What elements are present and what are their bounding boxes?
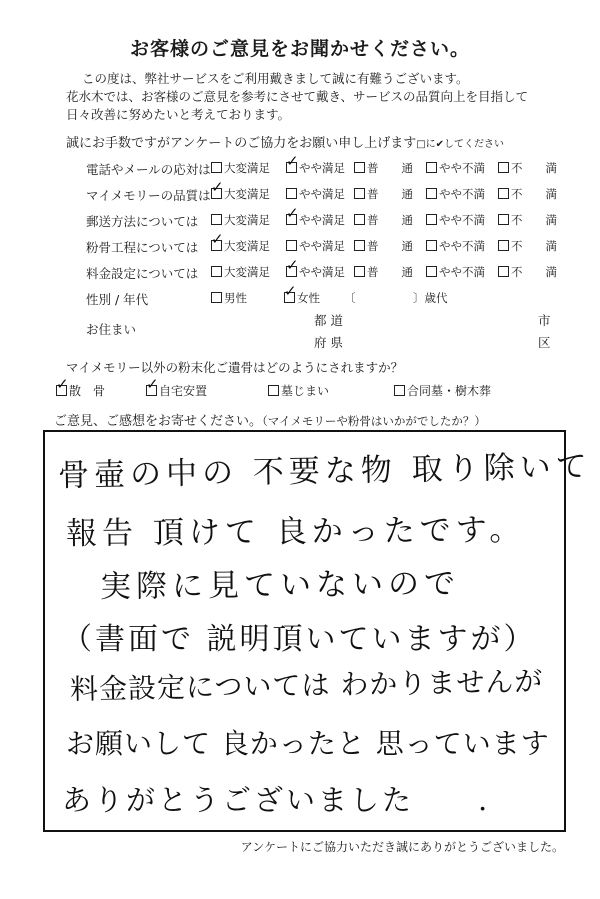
rating-option[interactable]	[354, 264, 413, 280]
checkbox[interactable]	[498, 214, 509, 225]
rating-option[interactable]	[286, 160, 345, 176]
checkbox[interactable]	[426, 266, 437, 277]
handwritten-line: 報告 頂けて 良かったです。	[65, 511, 526, 552]
checkbox-checked[interactable]	[146, 385, 157, 396]
rating-option[interactable]	[286, 264, 345, 280]
checkbox[interactable]	[211, 266, 222, 277]
handwritten-line: （書面で 説明頂いていますが）	[62, 622, 537, 657]
rating-option[interactable]	[498, 212, 557, 228]
rating-option[interactable]	[211, 264, 270, 280]
address-unit-todo: 都 道	[314, 313, 343, 328]
rating-row	[86, 264, 566, 284]
rating-option-label: やや不満	[439, 213, 485, 227]
rating-option[interactable]	[498, 238, 557, 254]
intro-line: 日々改善に努めたいと考えております。	[66, 107, 291, 122]
rating-option-label: 不 満	[511, 239, 557, 253]
checkbox[interactable]	[498, 162, 509, 173]
rating-option-label: やや不満	[439, 265, 485, 279]
rating-option[interactable]	[426, 264, 485, 280]
rating-option[interactable]	[498, 160, 557, 176]
rating-option-label: 普 通	[367, 265, 413, 279]
checkbox[interactable]	[426, 214, 437, 225]
rating-option-label: 大変満足	[224, 265, 270, 279]
checkbox[interactable]	[211, 162, 222, 173]
checkbox[interactable]	[354, 214, 365, 225]
rating-option[interactable]	[426, 186, 485, 202]
ashes-option-home[interactable]: ✓ 自宅安置	[146, 382, 207, 399]
checkbox[interactable]	[498, 240, 509, 251]
rating-option-label: やや満足	[299, 239, 345, 253]
checkbox[interactable]	[498, 188, 509, 199]
rating-option-label: 不 満	[511, 161, 557, 175]
checkbox[interactable]	[211, 292, 222, 303]
checkbox[interactable]	[394, 385, 405, 396]
checkbox[interactable]	[286, 240, 297, 251]
rating-option-label: 不 満	[511, 213, 557, 227]
rating-option[interactable]	[354, 186, 413, 202]
checkbox[interactable]	[426, 188, 437, 199]
checkbox[interactable]	[426, 162, 437, 173]
checkbox[interactable]	[211, 214, 222, 225]
rating-option[interactable]	[354, 212, 413, 228]
question-label: 粉骨工程については	[86, 240, 199, 255]
gender-option-male[interactable]: 男性	[211, 290, 247, 306]
checkbox-checked[interactable]	[286, 214, 297, 225]
rating-option-label: 普 通	[367, 161, 413, 175]
ashes-question: マイメモリー以外の粉末化ご遺骨はどのようにされますか？	[66, 360, 404, 375]
intro-line: この度は、弊社サービスをご利用戴きまして誠に有難うございます。	[82, 71, 469, 86]
ashes-option-grave-closing[interactable]: 墓じまい	[268, 382, 329, 399]
comment-prompt: ご意見、ご感想をお寄せください。（マイメモリーや粉骨はいかがでしたか？）	[54, 414, 486, 429]
address-unit-ward: 区	[538, 335, 551, 350]
rating-option-label: 不 満	[511, 187, 557, 201]
question-label: 電話やメールの応対は	[86, 162, 211, 177]
handwritten-line: 料金設定については わかりませんが	[69, 664, 544, 706]
ashes-option-joint-grave[interactable]: 合同墓・樹木葬	[394, 382, 491, 399]
rating-option-label: 大変満足	[224, 187, 270, 201]
rating-option[interactable]	[426, 238, 485, 254]
handwritten-line: 骨壷の中の 不要な物 取り除いて	[57, 448, 593, 494]
rating-option-label: やや不満	[439, 161, 485, 175]
checkbox[interactable]	[354, 266, 365, 277]
checkbox[interactable]	[426, 240, 437, 251]
rating-option[interactable]	[354, 160, 413, 176]
rating-option[interactable]	[426, 160, 485, 176]
gender-age-row	[86, 290, 566, 310]
handwritten-line: 実際に見ていないので	[99, 565, 461, 605]
rating-row	[86, 186, 566, 206]
survey-request	[66, 132, 504, 151]
address-label: お住まい	[86, 322, 137, 337]
intro-text	[66, 70, 528, 124]
rating-row	[86, 238, 566, 258]
rating-option[interactable]	[286, 238, 345, 254]
checkbox-checked[interactable]	[56, 385, 67, 396]
rating-option-label: 普 通	[367, 187, 413, 201]
handwritten-line: お願いして 良かったと 思っています	[66, 727, 550, 760]
rating-option-label: 普 通	[367, 213, 413, 227]
rating-option[interactable]	[354, 238, 413, 254]
rating-option-label: 普 通	[367, 239, 413, 253]
rating-option-label: 不 満	[511, 265, 557, 279]
address-unit-city: 市	[538, 313, 551, 328]
checkbox[interactable]	[354, 162, 365, 173]
form-title: お客様のご意見をお聞かせください。	[129, 38, 470, 60]
checkbox-checked[interactable]	[211, 240, 222, 251]
rating-option-label: やや不満	[439, 187, 485, 201]
address-unit-fuken: 府 県	[314, 335, 343, 350]
rating-option-label: やや満足	[299, 213, 345, 227]
rating-option-label: やや満足	[299, 161, 345, 175]
checkbox[interactable]	[354, 240, 365, 251]
checkbox-checked[interactable]	[286, 162, 297, 173]
checkbox-checked[interactable]	[284, 292, 295, 303]
rating-option[interactable]	[498, 264, 557, 280]
rating-option[interactable]	[211, 160, 270, 176]
check-hint: □に✔してください	[416, 139, 505, 150]
checkbox[interactable]	[286, 188, 297, 199]
checkbox-checked[interactable]	[211, 188, 222, 199]
rating-option-label: やや不満	[439, 239, 485, 253]
rating-option[interactable]	[286, 212, 345, 228]
rating-option[interactable]	[498, 186, 557, 202]
gender-option-female[interactable]: ✓ 女性	[284, 290, 320, 306]
age-bracket[interactable]: 〔 〕歳代	[344, 291, 448, 305]
rating-option[interactable]	[211, 186, 270, 202]
checkbox[interactable]	[498, 266, 509, 277]
rating-row	[86, 212, 566, 232]
checkbox[interactable]	[268, 385, 279, 396]
checkbox-checked[interactable]	[286, 266, 297, 277]
rating-option-label: やや満足	[299, 187, 345, 201]
rating-option-label: やや満足	[299, 265, 345, 279]
rating-option[interactable]	[211, 238, 270, 254]
question-label: 料金設定については	[86, 266, 199, 281]
survey-request-text: 誠にお手数ですがアンケートのご協力をお願い申し上げます	[66, 136, 417, 151]
rating-option[interactable]	[286, 186, 345, 202]
handwritten-line: ありがとうございました .	[62, 783, 491, 817]
rating-option[interactable]	[426, 212, 485, 228]
question-label: マイメモリーの品質は	[86, 188, 211, 203]
question-label: 郵送方法については	[86, 214, 199, 229]
checkbox[interactable]	[354, 188, 365, 199]
footer-thanks: アンケートにご協力いただき誠にありがとうございました。	[240, 840, 564, 854]
rating-option-label: 大変満足	[224, 213, 270, 227]
rating-option-label: 大変満足	[224, 239, 270, 253]
rating-row	[86, 160, 566, 180]
rating-option-label: 大変満足	[224, 161, 270, 175]
ashes-option-scatter[interactable]: ✓散 骨	[56, 382, 105, 399]
rating-option[interactable]	[211, 212, 270, 228]
intro-line: 花水木では、お客様のご意見を参考にさせて戴き、サービスの品質向上を目指して	[66, 89, 529, 104]
gender-age-label: 性別 / 年代	[86, 292, 149, 307]
